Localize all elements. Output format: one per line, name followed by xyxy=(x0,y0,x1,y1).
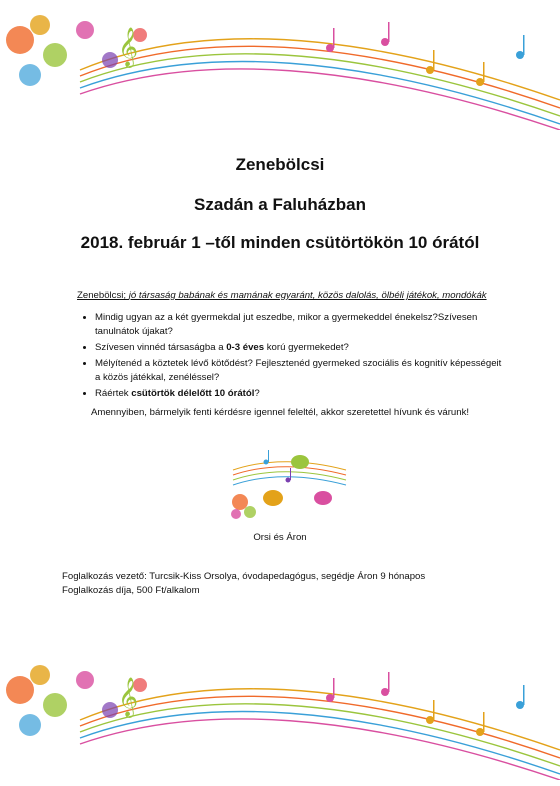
page-title: Zenebölcsi xyxy=(235,155,325,174)
intro-lead: Zenebölcsi; xyxy=(77,290,129,301)
question-item xyxy=(95,311,505,339)
question-text: Mélyítenéd a köztetek lévő kötődést? Fejlesztenéd gyermeked szociális és kognitív képességeit a közös játékkal, zenéléssel? xyxy=(95,358,502,383)
venue-heading: Szadán a Faluházban xyxy=(194,195,366,214)
question-text: Mindig ugyan az a két gyermekdal jut eszedbe, mikor a gyermekeddel énekelsz?Szívesen tanulnátok újakat? xyxy=(95,312,478,337)
svg-text:𝄞: 𝄞 xyxy=(118,677,139,717)
svg-text:𝄞: 𝄞 xyxy=(118,27,139,67)
invitation-text: Amennyiben, bármelyik fenti kérdésre igennel feleltél, akkor szeretettel hívunk és várunk! xyxy=(90,407,470,418)
time-highlight: csütörtök délelőtt 10 órától xyxy=(131,388,255,399)
question-text: Szívesen vinnéd társaságba a xyxy=(95,342,227,353)
question-text: ? xyxy=(254,388,260,399)
intro-line xyxy=(77,290,517,301)
birds-music-illustration xyxy=(228,440,348,520)
schedule-heading: 2018. február 1 –től minden csütörtökön 10 órától xyxy=(80,233,480,252)
leader-info: Foglalkozás vezető: Turcsik-Kiss Orsolya, óvodapedagógus, segédje Áron 9 hónapos xyxy=(62,571,426,582)
question-item xyxy=(95,357,505,385)
details-footer xyxy=(62,570,425,598)
music-notes-banner-top xyxy=(0,0,560,130)
question-text: korú gyermekedet? xyxy=(264,342,349,353)
fee-info: Foglalkozás díja, 500 Ft/alkalom xyxy=(62,585,200,596)
signature: Orsi és Áron xyxy=(253,532,307,543)
music-notes-banner-bottom xyxy=(0,650,560,780)
question-item xyxy=(95,341,505,355)
question-list xyxy=(77,311,505,403)
age-range: 0-3 éves xyxy=(226,342,265,353)
intro-text: jó társaság babának és mamának egyaránt, közös dalolás, ölbéli játékok, mondókák xyxy=(128,290,487,301)
question-item xyxy=(95,387,505,401)
question-text: Ráértek xyxy=(95,388,132,399)
